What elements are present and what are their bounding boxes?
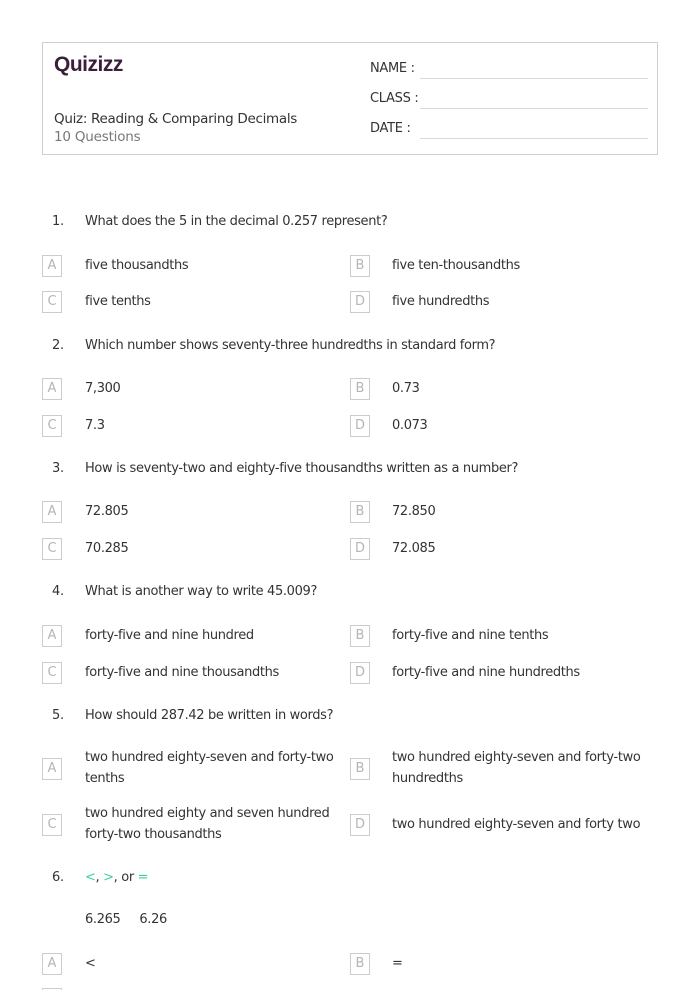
- option-text: five tenths: [85, 294, 151, 309]
- option-letter-a[interactable]: A: [42, 758, 62, 780]
- option-text: forty-five and nine hundred: [85, 628, 254, 643]
- option-text: 70.285: [85, 541, 129, 556]
- option-text: forty-five and nine thousandths: [85, 665, 279, 680]
- name-label: NAME :: [370, 61, 415, 76]
- option-text: five hundredths: [392, 294, 490, 309]
- option-letter-c[interactable]: C: [42, 814, 62, 836]
- question-text: How should 287.42 be written in words?: [85, 708, 334, 723]
- option-letter-b[interactable]: B: [350, 378, 370, 400]
- separator: ,: [95, 870, 104, 885]
- class-field[interactable]: [370, 91, 648, 111]
- separator: , or: [113, 870, 138, 885]
- option-text: =: [392, 956, 403, 971]
- option-text: five thousandths: [85, 258, 189, 273]
- option-letter-a[interactable]: A: [42, 953, 62, 975]
- quizizz-logo: Quizizz: [54, 53, 123, 76]
- greater-than-symbol: >: [103, 870, 114, 885]
- option-text: two hundred eighty-seven and forty-two hundredths: [392, 750, 641, 786]
- option-text: 7.3: [85, 418, 105, 433]
- option-letter-c[interactable]: C: [42, 538, 62, 560]
- question-text: How is seventy-two and eighty-five thousandths written as a number?: [85, 461, 519, 476]
- question-number: 5.: [52, 708, 64, 723]
- option-text: 72.850: [392, 504, 436, 519]
- question-number: 1.: [52, 214, 64, 229]
- option-text: five ten-thousandths: [392, 258, 520, 273]
- option-text: two hundred eighty and seven hundred forty-two thousandths: [85, 806, 330, 842]
- option-letter-d[interactable]: D: [350, 538, 370, 560]
- comparison-values: 6.265 6.26: [85, 912, 167, 927]
- option-text: two hundred eighty-seven and forty-two tenths: [85, 750, 334, 786]
- option-text: 72.805: [85, 504, 129, 519]
- date-label: DATE :: [370, 121, 411, 136]
- option-letter-a[interactable]: A: [42, 625, 62, 647]
- option-text: 0.73: [392, 381, 420, 396]
- quiz-title: Quiz: Reading & Comparing Decimals: [54, 111, 298, 127]
- option-letter-a[interactable]: A: [42, 501, 62, 523]
- option-letter-d[interactable]: D: [350, 415, 370, 437]
- option-letter-d[interactable]: D: [350, 814, 370, 836]
- option-letter-d[interactable]: D: [350, 291, 370, 313]
- question-text: Which number shows seventy-three hundredths in standard form?: [85, 338, 496, 353]
- option-text: two hundred eighty-seven and forty two: [392, 817, 641, 832]
- option-letter-c[interactable]: C: [42, 291, 62, 313]
- option-text: forty-five and nine hundredths: [392, 665, 580, 680]
- option-text: <: [85, 956, 96, 971]
- class-line[interactable]: [420, 108, 648, 109]
- question-number: 3.: [52, 461, 64, 476]
- less-than-symbol: <: [85, 870, 96, 885]
- option-letter-a[interactable]: A: [42, 255, 62, 277]
- name-field[interactable]: [370, 61, 648, 81]
- equals-symbol: =: [137, 870, 149, 885]
- name-line[interactable]: [420, 78, 648, 79]
- date-line[interactable]: [420, 138, 648, 139]
- question-text: What does the 5 in the decimal 0.257 represent?: [85, 214, 388, 229]
- option-letter-a[interactable]: A: [42, 378, 62, 400]
- question-number: 4.: [52, 584, 64, 599]
- option-letter-b[interactable]: B: [350, 758, 370, 780]
- worksheet-header: [42, 42, 658, 155]
- question-count: 10 Questions: [54, 129, 141, 145]
- option-letter-c[interactable]: C: [42, 415, 62, 437]
- option-letter-b[interactable]: B: [350, 501, 370, 523]
- option-letter-b[interactable]: B: [350, 255, 370, 277]
- option-letter-d[interactable]: D: [350, 662, 370, 684]
- option-text: forty-five and nine tenths: [392, 628, 549, 643]
- option-letter-b[interactable]: B: [350, 625, 370, 647]
- date-field[interactable]: [370, 121, 648, 141]
- question-number: 6.: [52, 870, 64, 885]
- option-text: 0.073: [392, 418, 428, 433]
- option-text: 72.085: [392, 541, 436, 556]
- question-text: What is another way to write 45.009?: [85, 584, 317, 599]
- option-letter-c[interactable]: C: [42, 662, 62, 684]
- question-number: 2.: [52, 338, 64, 353]
- question-text: [85, 870, 148, 885]
- option-text: 7,300: [85, 381, 121, 396]
- class-label: CLASS :: [370, 91, 419, 106]
- option-letter-b[interactable]: B: [350, 953, 370, 975]
